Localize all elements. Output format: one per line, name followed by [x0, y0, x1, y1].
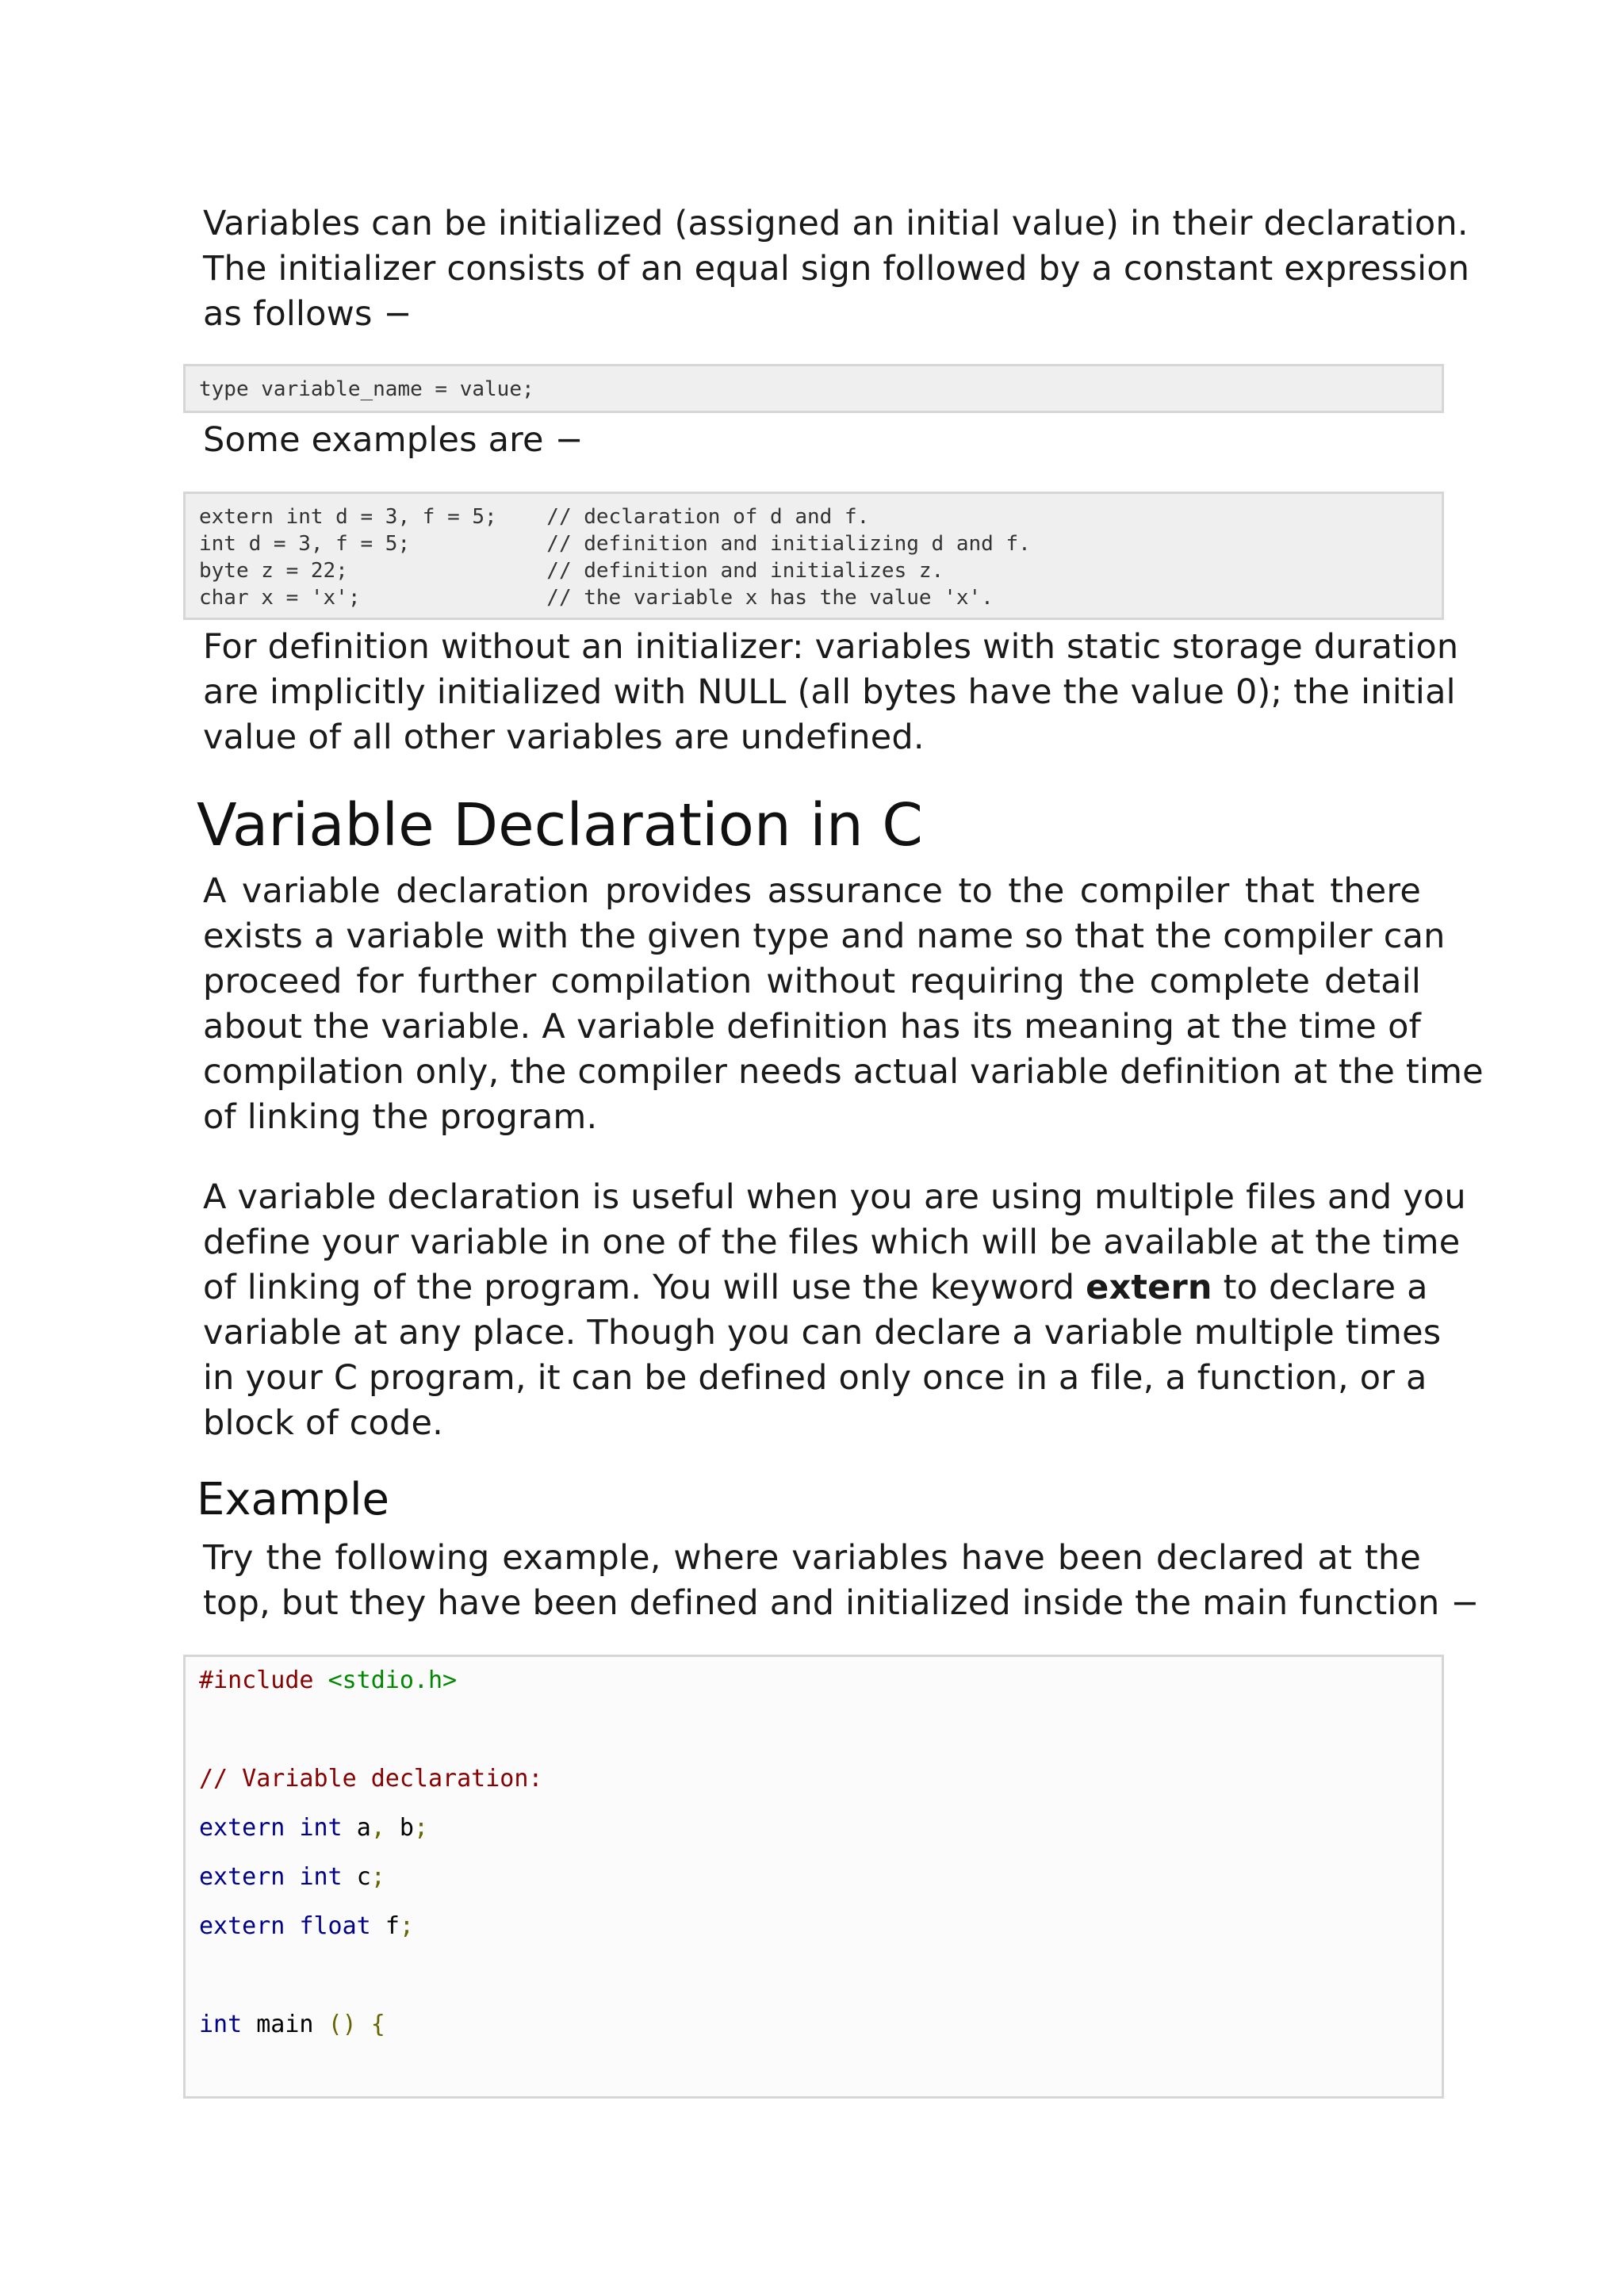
- keyword-token: float: [299, 1912, 371, 1940]
- keyword-token: int: [299, 1863, 343, 1891]
- examples-code-block: [183, 492, 1444, 620]
- text-fragment: of linking of the program. You will use the keyword: [203, 1268, 1086, 1307]
- text-line: in your C program, it can be defined only once in a file, a function, or a: [203, 1358, 1427, 1398]
- code-line-include: [199, 1667, 457, 1694]
- declaration-paragraph-2: [203, 1175, 1466, 1446]
- extern-keyword: extern: [1086, 1268, 1212, 1307]
- text-line: about the variable. A variable definition has its meaning at the time of: [203, 1007, 1421, 1047]
- text-line: block of code.: [203, 1403, 444, 1443]
- identifier-token: c: [356, 1863, 371, 1891]
- example-code-block: [183, 1655, 1444, 2099]
- text-line: A variable declaration is useful when you are using multiple files and you: [203, 1177, 1466, 1217]
- keyword-token: int: [199, 2011, 243, 2038]
- code-line: int d = 3, f = 5; // definition and initializing d and f.: [199, 532, 1031, 556]
- keyword-token: extern: [199, 1912, 285, 1940]
- text-line: are implicitly initialized with NULL (all bytes have the value 0); the initial: [203, 672, 1456, 712]
- punctuation-token: {: [370, 2011, 385, 2038]
- punctuation-token: ;: [399, 1912, 414, 1940]
- punctuation-token: ;: [370, 1863, 385, 1891]
- text-line: as follows −: [203, 294, 412, 334]
- comment-token: // Variable declaration:: [199, 1765, 543, 1793]
- examples-label: [203, 418, 1421, 463]
- syntax-code-block: [183, 364, 1444, 413]
- text-line: variable at any place. Though you can declare a variable multiple times: [203, 1313, 1442, 1353]
- text-fragment: to declare a: [1212, 1268, 1428, 1307]
- identifier-token: main: [256, 2011, 314, 2038]
- code-line: extern int d = 3, f = 5; // declaration of d and f.: [199, 505, 870, 529]
- text-line: exists a variable with the given type and name so that the compiler can: [203, 916, 1446, 956]
- text-line: top, but they have been defined and initialized inside the main function −: [203, 1583, 1480, 1623]
- declaration-paragraph-1: [203, 869, 1484, 1140]
- text-line: The initializer consists of an equal sign followed by a constant expression: [203, 249, 1470, 289]
- text-line: For definition without an initializer: variables with static storage duration: [203, 627, 1459, 667]
- identifier-token: f: [385, 1912, 400, 1940]
- keyword-token: extern: [199, 1863, 285, 1891]
- punctuation-token: ,: [370, 1814, 385, 1842]
- text-line: Try the following example, where variables have been declared at the: [203, 1538, 1421, 1578]
- code-line-comment: [199, 1765, 542, 1793]
- example-intro-paragraph: [203, 1536, 1480, 1626]
- text-line: define your variable in one of the files which will be available at the time: [203, 1223, 1461, 1262]
- text-line: compilation only, the compiler needs actual variable definition at the time: [203, 1052, 1484, 1092]
- code-line: byte z = 22; // definition and initializes z.: [199, 559, 944, 583]
- identifier-token: a: [356, 1814, 371, 1842]
- code-line-extern-f: [199, 1912, 414, 1940]
- intro-paragraph: [203, 201, 1470, 337]
- punctuation-token: (): [327, 2011, 357, 2038]
- code-line: type variable_name = value;: [199, 377, 534, 401]
- header-token: <stdio.h>: [327, 1667, 458, 1694]
- text-line: of linking the program.: [203, 1097, 598, 1137]
- code-line-extern-c: [199, 1863, 385, 1891]
- text-line: Variables can be initialized (assigned an initial value) in their declaration.: [203, 204, 1469, 243]
- preprocessor-token: #include: [199, 1667, 314, 1694]
- punctuation-token: ;: [413, 1814, 428, 1842]
- keyword-token: extern: [199, 1814, 285, 1842]
- example-heading: Example: [197, 1474, 389, 1525]
- code-line: char x = 'x'; // the variable x has the value 'x'.: [199, 586, 994, 610]
- section-heading: Variable Declaration in C: [197, 791, 923, 859]
- text-line-with-keyword: [203, 1265, 1428, 1311]
- text-line: proceed for further compilation without requiring the complete detail: [203, 962, 1421, 1001]
- text-line: value of all other variables are undefined.: [203, 718, 925, 757]
- code-line-extern-ab: [199, 1814, 428, 1842]
- text-line: Some examples are −: [203, 420, 584, 460]
- text-line: A variable declaration provides assurance to the compiler that there: [203, 871, 1421, 911]
- code-line-main: [199, 2011, 385, 2038]
- keyword-token: int: [299, 1814, 343, 1842]
- no-initializer-paragraph: [203, 625, 1459, 760]
- identifier-token: b: [399, 1814, 414, 1842]
